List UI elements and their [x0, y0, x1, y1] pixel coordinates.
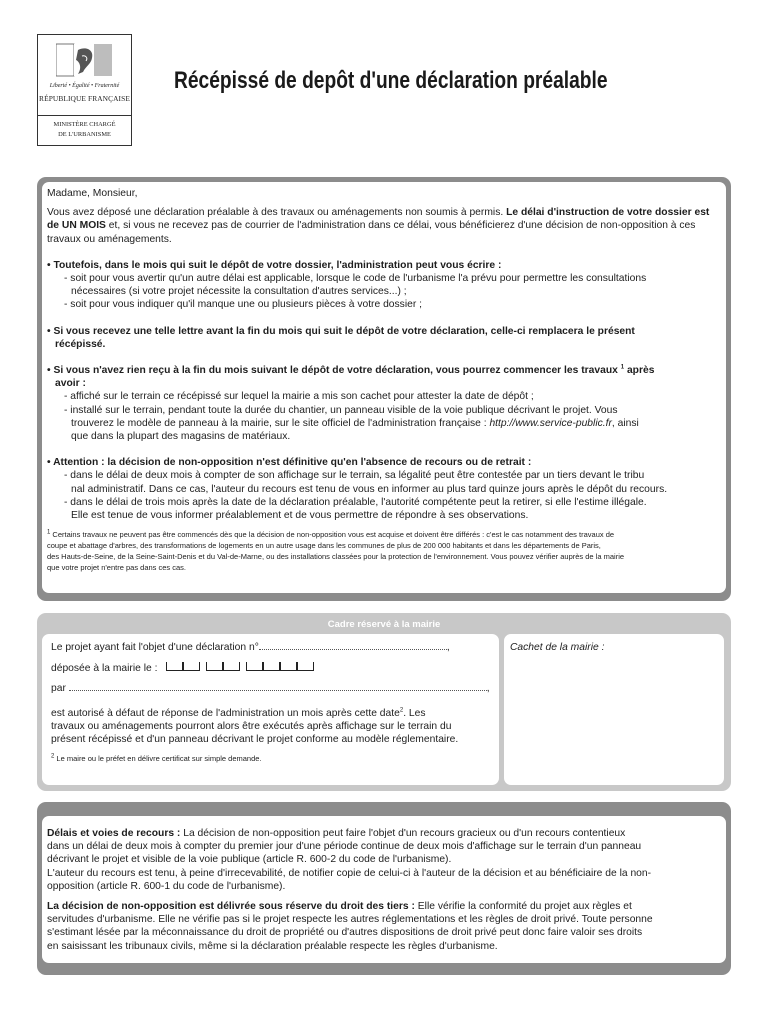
- mairie-stamp-panel: [504, 634, 724, 785]
- logo-republic: RÉPUBLIQUE FRANÇAISE: [39, 94, 130, 103]
- logo-mark: [38, 35, 131, 116]
- authorization-text: est autorisé à défaut de réponse de l'administration un mois après cette date$^2$. Les: [51, 707, 426, 719]
- marianne-logo: [37, 34, 132, 146]
- marianne-icon: [56, 42, 114, 80]
- section-attention-item: - dans le délai de trois mois après la date de la déclaration préalable, l'autorité compétente peut la retirer, si elle l'estime illégale.: [64, 496, 647, 508]
- section-toutefois-item: - soit pour vous avertir qu'un autre délai est applicable, lorsque le code de l'urbanisme l'a prévu pour permettre les consultations: [64, 273, 647, 285]
- section-travaux-item: que dans la plupart des magasins de matériaux.: [71, 431, 291, 443]
- section-travaux-title-cont: avoir :: [55, 378, 86, 390]
- section-travaux-item: - affiché sur le terrain ce récépissé sur lequel la mairie a mis son cachet pour attester la date de dépôt ;: [64, 391, 534, 403]
- mairie-frame: [37, 613, 731, 791]
- page-title: Récépissé de depôt d'une déclaration préalable: [174, 67, 608, 94]
- intro-paragraph: Vous avez déposé une déclaration préalable à des travaux ou aménagements non soumis à permis. Le délai d'instruction de votre dossier est de UN MOIS et, si vous ne recevez pas de courrier de l'administration dans ce délai, vous bénéficierez d'une décision de non-opposition à ces travaux ou aménagements.: [47, 207, 710, 245]
- section-attention-item: Elle est tenue de vous informer préalablement et de vous permettre de répondre à ses observations.: [71, 510, 529, 522]
- section-toutefois-item: nécessaires (si votre projet nécessite la consultation d'autres services...) ;: [71, 286, 407, 298]
- section-lettre-title: • Si vous recevez une telle lettre avant la fin du mois qui suit le dépôt de votre déclaration, celle-ci remplacera le présent: [47, 325, 635, 337]
- section-toutefois-title: • Toutefois, dans le mois qui suit le dépôt de votre dossier, l'administration peut vous écrire :: [47, 259, 502, 271]
- project-number-row: Le projet ayant fait l'objet d'une déclaration n° ,: [51, 642, 450, 653]
- section-travaux-title: • Si vous n'avez rien reçu à la fin du mois suivant le dépôt de votre déclaration, vous pourrez commencer les travaux $^1$ après: [47, 364, 655, 377]
- mairie-form: [51, 641, 491, 764]
- section-travaux-item: trouverez le modèle de panneau à la mairie, sur le site officiel de l'administration française : http://www.service-public.fr, ainsi: [71, 417, 639, 429]
- notice-text: [47, 187, 721, 573]
- section-attention-title: • Attention : la décision de non-opposition n'est définitive qu'en l'absence de recours ou de retrait :: [47, 457, 532, 469]
- service-public-link[interactable]: http://www.service-public.fr: [489, 417, 612, 429]
- footnote-1: $^1$ Certains travaux ne peuvent pas être commencés dès que la décision de non-opposition vous est acquise et doivent être différés : c'est le cas notamment des travaux de coupe et abattage d'arbres, des transformations de logements en un autre usage dans les communes de plus de 200 000 habitants et dans les départements de Paris, des Hauts-de-Seine, de la Seine-Saint-Denis et du Val-de-Marne, ou des installations classées pour la protection de l'environnement. Vous pouvez vérifier auprès de la mairie que votre projet n'entre pas dans ces cas.: [47, 529, 625, 573]
- droit-des-tiers-paragraph: La décision de non-opposition est délivrée sous réserve du droit des tiers : Elle vérifie la conformité du projet aux règles et: [47, 901, 632, 913]
- logo-ministry-line-2: DE L'URBANISME: [58, 131, 111, 138]
- stamp-label: Cachet de la mairie :: [510, 642, 605, 653]
- recours-text: Délais et voies de recours : La décision de non-opposition peut faire l'objet d'un recours gracieux ou d'un recours contentieux dans un délai de deux mois à compter du premier jour d'une période continue de deux mois d'affichage sur le terrain d'un panneau décrivant le projet et visible de la voie publique (article R. 600-2 du code de l'urbanisme). L'auteur du recours est tenu, à peine d'irrecevabilité, de notifier copie de celui-ci à l'auteur de la décision et au bénéficiaire de la non- opposition (article R. 600-1 du code de l'urbanisme). La décision de non-opposition est délivrée sous réserve du droit des tiers : Elle vérifie la conformité du projet aux règles et servitudes d'urbanisme. Elle ne vérifie pas si le projet respecte les autres réglementations et les règles de droit privé. Toute personne s'estimant lésée par la méconnaissance du droit de propriété ou d'autres dispositions de droit privé peut donc faire valoir ses droits en saisissant les tribunaux civils, même si la déclaration préalable respecte les règles d'urbanisme.: [47, 827, 727, 953]
- logo-motto: Liberté • Égalité • Fraternité: [49, 83, 120, 89]
- section-lettre-title-cont: récépissé.: [55, 338, 106, 350]
- section-toutefois-item: - soit pour vous indiquer qu'il manque une ou plusieurs pièces à votre dossier ;: [64, 299, 422, 311]
- project-number-field[interactable]: [259, 649, 447, 650]
- logo-ministry-line-1: MINISTÈRE CHARGÉ: [53, 121, 116, 128]
- recours-frame: [37, 802, 731, 975]
- section-travaux-item: - installé sur le terrain, pendant toute la durée du chantier, un panneau visible de la voie publique décrivant le projet. Vous: [64, 404, 618, 416]
- section-attention-item: - dans le délai de deux mois à compter de son affichage sur le terrain, sa légalité peut être contestée par un tiers devant le tribu: [64, 470, 645, 482]
- section-attention-item: nal administratif. Dans ce cas, l'auteur du recours est tenu de vous en informer au plus tard quinze jours après le dépôt du recours.: [71, 483, 668, 495]
- deposit-date-field[interactable]: [166, 663, 314, 674]
- applicant-row: par ,: [51, 683, 490, 695]
- deposit-date-row: déposée à la mairie le :: [51, 662, 491, 675]
- footnote-2: $^2$ Le maire ou le préfet en délivre certificat sur simple demande.: [51, 753, 262, 764]
- authorization-text: travaux ou aménagements pourront alors être exécutés après affichage sur le terrain du: [51, 720, 452, 732]
- authorization-text: présent récépissé et d'un panneau décrivant le projet conforme au modèle réglementaire.: [51, 734, 459, 746]
- applicant-field[interactable]: [69, 690, 487, 691]
- greeting: Madame, Monsieur,: [47, 188, 138, 199]
- mairie-frame-header: Cadre réservé à la mairie: [327, 619, 441, 630]
- recours-paragraph: Délais et voies de recours : La décision de non-opposition peut faire l'objet d'un recours gracieux ou d'un recours contentieux: [47, 828, 626, 839]
- logo-ministry: [38, 120, 131, 140]
- notice-frame: [37, 177, 731, 601]
